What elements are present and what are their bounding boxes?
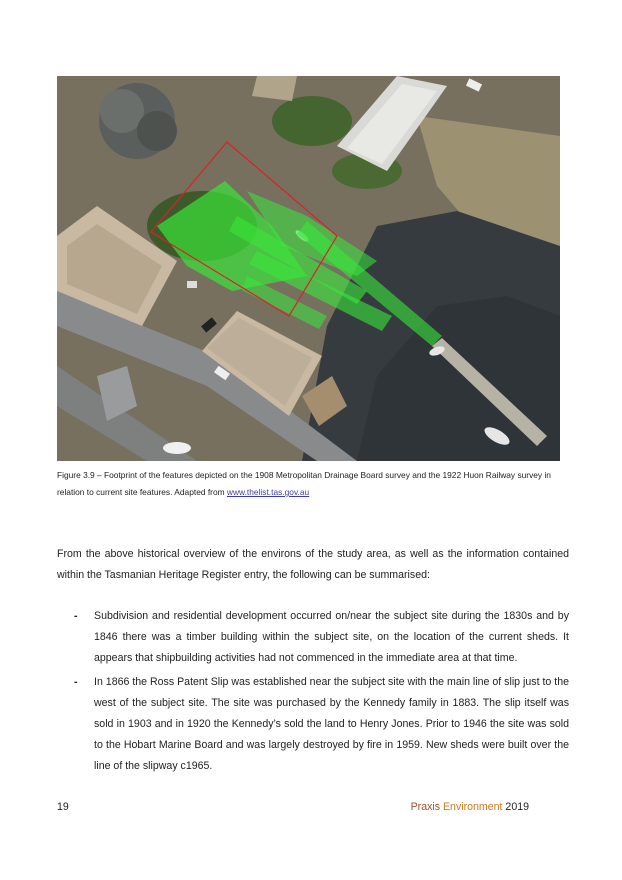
bullet-dash: - [74,610,78,622]
brand-environment: Environment [442,801,503,813]
footer-brand [411,801,529,813]
figure-caption [57,467,572,501]
intro-paragraph: From the above historical overview of the environs of the study area, as well as the information contained within the Tasmanian Heritage Register entry, the following can be summarised: [57,548,569,581]
caption-link[interactable]: www.thelist.tas.gov.au [226,487,310,497]
bullet-item [57,672,569,777]
bullet-item [57,606,569,669]
bullet-text: In 1866 the Ross Patent Slip was established near the subject site with the main line of slip just to the west of the subject site. The site was purchased by the Kennedy family in 1883. The slip itself was sold in 1903 and in 1920 the Kennedy’s sold the land to Henry Jones. Prior to 1946 the site was sold to the Hobart Marine Board and was largely destroyed by fire in 1959. New sheds were built over the line of the slipway c1965. [94,676,569,772]
bullet-dash: - [74,676,78,688]
aerial-photo [57,76,560,461]
caption-text: Figure 3.9 – Footprint of the features depicted on the 1908 Metropolitan Drainage Board survey and the 1922 Huon Railway survey in relation to current site features. Adapted from [57,470,551,497]
summary-bullet-list [57,606,569,777]
footer-year: 2019 [505,801,529,813]
page-number: 19 [57,801,69,813]
aerial-site-figure [57,76,560,461]
bullet-text: Subdivision and residential development occurred on/near the subject site during the 1830s and by 1846 there was a timber building within the subject site, on the location of the current sheds. It appears that shipbuilding activities had not commenced in the immediate area at that time. [94,610,569,664]
brand-praxis: Praxis [410,801,441,813]
